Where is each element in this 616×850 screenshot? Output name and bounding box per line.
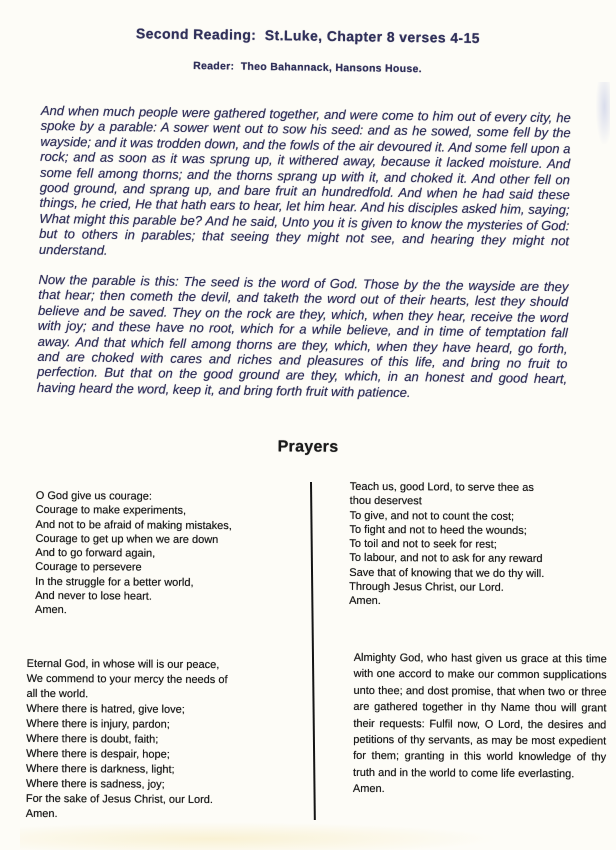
prayer-eternal-god-peace: Eternal God, in whose will is our peace, We commend to your mercy the needs of all the world. Where there is hatred, give love; Where there is injury, pardon; Where there is doubt, faith; Where there is despair, hope; Where there is darkness, light; Where there is sadness, joy; For the sake of Jesus Christ, our Lord. Amen. [25, 657, 228, 821]
prayer-courage: O God give us courage: Courage to make experiments, And not to be afraid of making mistakes, Courage to get up when we are down And to go forward again, Courage to persevere In the struggle for a better world, And never to lose heart. Amen. [34, 489, 232, 617]
prayer-almighty-god-grace-body: Almighty God, who hast given us grace at this time with one accord to make our common supplications unto thee; and dost promise, that when two or three are gathered together in thy Name thou will grant their requests: Fulfil now, O Lord, the desires and petitions of thy servants, as may be most expedient for them; granting in this world knowledge of thy truth and in the world to come life everlasting. [352, 651, 607, 781]
reading-paragraph-parable: And when much people were gathered together, and were come to him out of every city, he spoke by a parable: A sower went out to sow his seed: and as he sowed, some fell by the wayside; and it was trodden down, and the fowls of the air devoured it. And some fell upon a rock; and as soon as it was sprung up, it withered away, because it lacked moisture. And some fell among thorns; and the thorns sprang up with it, and choked it. And other fell on good ground, and sprang up, and bare fruit an hundredfold. And when he had said these things, he cried, He that hath ears to hear, let him hear. And his disciples asked him, saying; What might this parable be? And he said, Unto you it is given to know the mysteries of God: but to others in parables; that seeing they might not see, and hearing they might not understand. [38, 102, 571, 258]
reader-credit-line: Reader: Theo Bahannack, Hansons House. [193, 60, 422, 76]
prayer-almighty-god-grace [353, 650, 607, 799]
second-reading-title: Second Reading: St.Luke, Chapter 8 verses 4-15 [135, 25, 481, 47]
prayer-almighty-god-grace-amen: Amen. [352, 783, 385, 796]
prayers-heading: Prayers [277, 438, 339, 456]
prayer-serve-thee: Teach us, good Lord, to serve thee as thou deservest To give, and not to count the cost; To fight and not to heed the wounds; To toil and not to seek for rest; To labour, and not to ask for any reward Save that of knowing that we do thy will. Through Jesus Christ, our Lord. Amen. [349, 480, 545, 608]
reading-paragraph-explanation: Now the parable is this: The seed is the word of God. Those by the the wayside are they that hear; then cometh the devil, and taketh the word out of their hearts, lest they should believe and be saved. They on the rock are they, which, when they hear, receive the word with joy; and these have no root, which for a while believe, and in time of temptation fall away. And that which fell among thorns are they, which, when they have heard, go forth, and are choked with cares and riches and pleasures of this life, and bring no fruit to perfection. But that on the good ground are they, which, in an honest and good heart, having heard the word, keep it, and bring forth fruit with patience. [36, 271, 569, 400]
